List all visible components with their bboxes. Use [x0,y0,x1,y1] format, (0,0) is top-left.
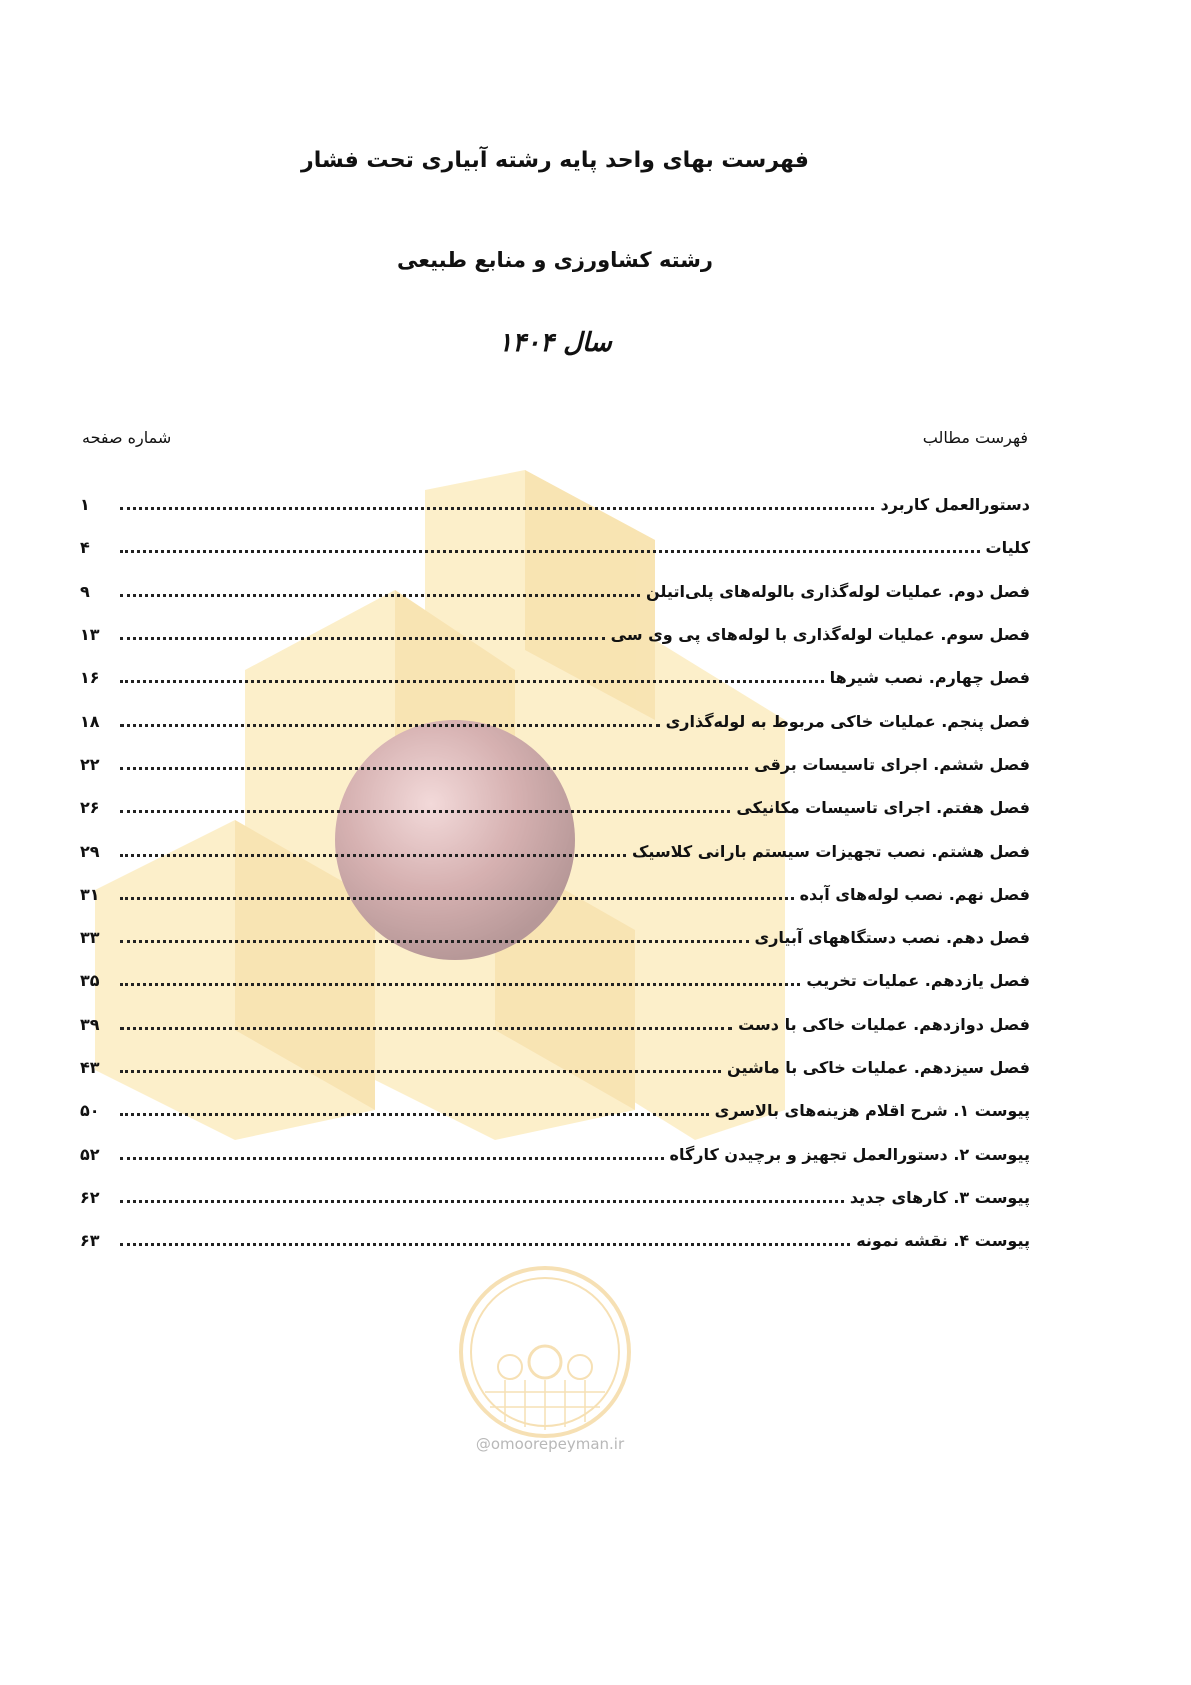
toc-entry-label: فصل یازدهم. عملیات تخریب [806,971,1030,991]
toc-entry-label: فصل دهم. نصب دستگاههای آبیاری [754,928,1030,948]
omoorepeyman-seal-icon [455,1262,635,1442]
toc-entry-page: ۱۳ [80,625,100,645]
watermark-url: @omoorepeyman.ir [475,1435,625,1453]
toc-leader-dots [120,1070,721,1073]
toc-entry[interactable] [80,829,1030,872]
toc-entry-label: دستورالعمل کاربرد [880,495,1030,515]
toc-entry-label: فصل هشتم. نصب تجهیزات سیستم بارانی کلاسیک [632,841,1030,861]
toc-entry[interactable] [80,1132,1030,1175]
toc-entry-label: فصل پنجم. عملیات خاکی مربوط به لوله‌گذاری [665,711,1030,731]
document-subtitle: رشته کشاورزی و منابع طبیعی [396,248,713,272]
toc-entry-label: پیوست ۲. دستورالعمل تجهیز و برچیدن کارگاه [669,1144,1030,1164]
toc-entry-page: ۱ [80,495,90,515]
document-title: فهرست بهای واحد پایه رشته آبیاری تحت فشار [301,148,809,173]
toc-entry-label: فصل سوم. عملیات لوله‌گذاری با لوله‌های پی وی سی [610,625,1030,645]
toc-entry[interactable] [80,699,1030,742]
toc-leader-dots [120,940,749,943]
toc-heading: فهرست مطالب [922,428,1028,447]
toc-entry-label: فصل نهم. نصب لوله‌های آبده [799,884,1030,904]
toc-leader-dots [120,637,605,640]
toc-entry-page: ۳۱ [80,884,100,904]
toc-leader-dots [120,1243,850,1246]
toc-entry-page: ۴ [80,538,90,558]
toc-leader-dots [120,983,800,986]
document-year: سال ۱۴۰۴ [498,328,612,358]
toc-entry-page: ۵۰ [80,1101,100,1121]
toc-entry[interactable] [80,1003,1030,1046]
toc-leader-dots [120,897,794,900]
toc-entry-page: ۵۲ [80,1144,100,1164]
toc-entry[interactable] [80,656,1030,699]
toc-entry[interactable] [80,873,1030,916]
toc-leader-dots [120,854,626,857]
toc-entry-label: پیوست ۴. نقشه نمونه [856,1231,1030,1251]
toc-entry-page: ۴۳ [80,1058,100,1077]
toc-entry-page: ۱۶ [80,668,100,688]
toc-entry-label: فصل ششم. اجرای تاسیسات برقی [754,754,1030,774]
toc-entry[interactable] [80,1089,1030,1132]
toc-entry[interactable] [80,483,1030,526]
toc-entry[interactable] [80,570,1030,613]
toc-entry[interactable] [80,959,1030,1002]
toc-leader-dots [120,1200,844,1203]
toc-leader-dots [120,767,748,770]
toc-entry-label: کلیات [985,538,1030,558]
toc-leader-dots [120,507,874,510]
toc-entry-label: فصل دوم. عملیات لوله‌گذاری بالوله‌های پلی‌اتیلن [645,581,1030,601]
toc-entry[interactable] [80,613,1030,656]
page-number-heading: شماره صفحه [82,428,172,447]
toc-entry-label: پیوست ۱. شرح اقلام هزینه‌های بالاسری [714,1101,1030,1121]
toc-entry-page: ۳۵ [80,971,100,991]
toc-leader-dots [120,594,640,597]
toc-entry[interactable] [80,743,1030,786]
toc-entry-page: ۲۲ [80,754,100,774]
toc-entry-page: ۳۹ [80,1014,100,1034]
toc-leader-dots [120,1113,709,1116]
toc-entry[interactable] [80,526,1030,569]
toc-entry-page: ۳۳ [80,928,100,948]
toc-entry-label: فصل چهارم. نصب شیرها [829,668,1030,688]
toc-leader-dots [120,1027,732,1030]
toc-leader-dots [120,724,660,727]
toc-entry[interactable] [80,916,1030,959]
toc-entry-label: فصل سیزدهم. عملیات خاکی با ماشین [727,1058,1030,1077]
toc-leader-dots [120,680,824,683]
toc-entry-page: ۶۳ [80,1231,100,1251]
toc-entry[interactable] [80,1176,1030,1219]
toc-leader-dots [120,810,730,813]
toc-entry-page: ۲۹ [80,841,100,861]
toc-leader-dots [120,550,980,553]
toc-entry[interactable] [80,1046,1030,1089]
toc-entry-page: ۶۲ [80,1187,100,1207]
toc-entry-page: ۱۸ [80,711,100,731]
toc-entry-label: پیوست ۳. کارهای جدید [849,1187,1030,1207]
toc-entry-label: فصل هفتم. اجرای تاسیسات مکانیکی [736,798,1030,818]
table-of-contents [80,483,1030,1262]
toc-leader-dots [120,1157,664,1160]
toc-entry-label: فصل دوازدهم. عملیات خاکی با دست [738,1014,1030,1034]
toc-entry[interactable] [80,1219,1030,1262]
toc-entry-page: ۹ [80,581,90,601]
toc-entry[interactable] [80,786,1030,829]
toc-entry-page: ۲۶ [80,798,100,818]
